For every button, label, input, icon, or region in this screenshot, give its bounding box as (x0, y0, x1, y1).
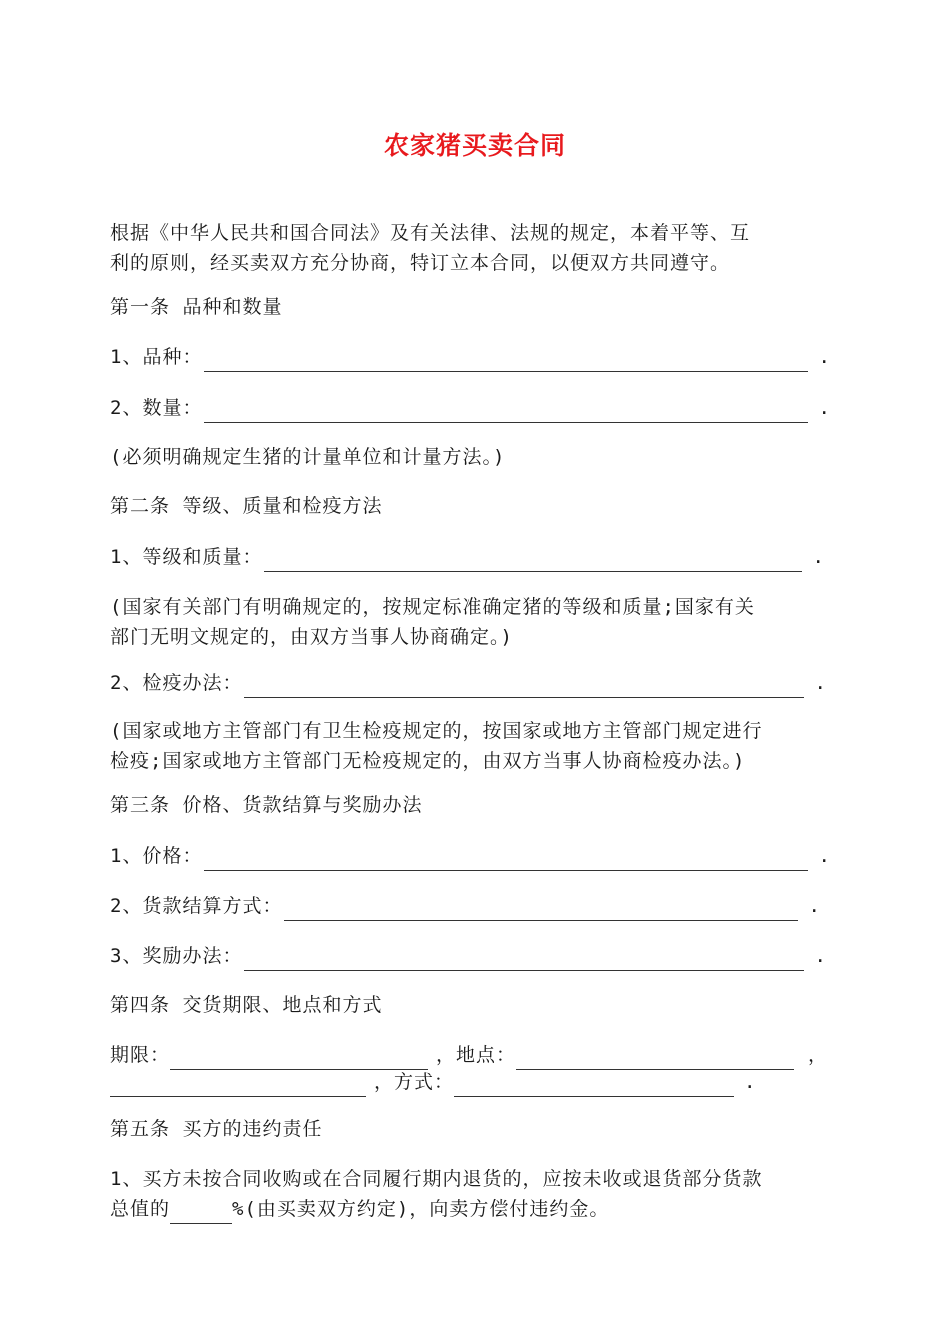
method-blank[interactable] (454, 1074, 734, 1097)
article-1-note: (必须明确规定生猪的计量单位和计量方法。) (110, 446, 506, 468)
grade-quality-dot: . (812, 546, 825, 568)
article-2-heading: 第二条 等级、质量和检疫方法 (110, 495, 383, 517)
intro-line-2: 利的原则，经买卖双方充分协商，特订立本合同，以便双方共同遵守。 (110, 252, 731, 274)
price-field (110, 841, 840, 871)
method-label: ，方式： (374, 1071, 455, 1093)
delivery-comma: ， (808, 1044, 829, 1066)
quarantine-field (110, 668, 840, 698)
article-3-heading: 第三条 价格、货款结算与奖励办法 (110, 794, 423, 816)
quarantine-blank[interactable] (244, 675, 804, 698)
variety-field (110, 342, 840, 372)
note-1-line-2: 部门无明文规定的，由双方当事人协商确定。) (110, 626, 513, 648)
intro-paragraph (110, 218, 840, 278)
quarantine-label: 2、检疫办法： (110, 672, 243, 694)
period-label: 期限： (110, 1044, 171, 1066)
intro-line-1: 根据《中华人民共和国合同法》及有关法律、法规的规定，本着平等、互 (110, 222, 751, 244)
item-1-line-2-pre: 总值的 (110, 1198, 171, 1220)
quantity-dot: . (818, 397, 831, 419)
quantity-field (110, 393, 840, 423)
variety-label: 1、品种： (110, 346, 203, 368)
settlement-dot: . (808, 895, 821, 917)
settlement-blank[interactable] (284, 898, 798, 921)
grade-quality-blank[interactable] (264, 549, 802, 572)
grade-quality-label: 1、等级和质量： (110, 546, 263, 568)
delivery-end-dot: . (744, 1071, 757, 1093)
delivery-line-2 (110, 1067, 840, 1097)
place-blank-continued[interactable] (110, 1074, 366, 1097)
quantity-blank[interactable] (204, 400, 808, 423)
place-label: ，地点： (436, 1044, 517, 1066)
price-blank[interactable] (204, 848, 808, 871)
article-2-note-2 (110, 716, 840, 776)
reward-field (110, 941, 840, 971)
settlement-field (110, 891, 840, 921)
document-title: 农家猪买卖合同 (383, 131, 566, 160)
variety-dot: . (818, 346, 831, 368)
delivery-line-1 (110, 1040, 840, 1070)
note-2-line-2: 检疫;国家或地方主管部门无检疫规定的，由双方当事人协商检疫办法。) (110, 750, 746, 772)
variety-blank[interactable] (204, 349, 808, 372)
quantity-label: 2、数量： (110, 397, 203, 419)
article-2-note-1 (110, 592, 840, 652)
note-1-line-1: (国家有关部门有明确规定的，按规定标准确定猪的等级和质量;国家有关 (110, 596, 755, 618)
reward-label: 3、奖励办法： (110, 945, 243, 967)
price-dot: . (818, 845, 831, 867)
article-5-heading: 第五条 买方的违约责任 (110, 1118, 323, 1140)
price-label: 1、价格： (110, 845, 203, 867)
quarantine-dot: . (814, 672, 827, 694)
settlement-label: 2、货款结算方式： (110, 895, 283, 917)
article-5-item-1 (110, 1164, 840, 1224)
reward-blank[interactable] (244, 948, 804, 971)
grade-quality-field (110, 542, 840, 572)
item-1-line-2-post: %(由买卖双方约定)，向卖方偿付违约金。 (232, 1198, 610, 1220)
reward-dot: . (814, 945, 827, 967)
article-1-heading: 第一条 品种和数量 (110, 296, 283, 318)
article-4-heading: 第四条 交货期限、地点和方式 (110, 994, 383, 1016)
item-1-line-1: 1、买方未按合同收购或在合同履行期内退货的，应按未收或退货部分货款 (110, 1168, 763, 1190)
item-1-line-2 (110, 1194, 840, 1224)
penalty-percent-blank[interactable] (170, 1203, 232, 1224)
note-2-line-1: (国家或地方主管部门有卫生检疫规定的，按国家或地方主管部门规定进行 (110, 720, 763, 742)
